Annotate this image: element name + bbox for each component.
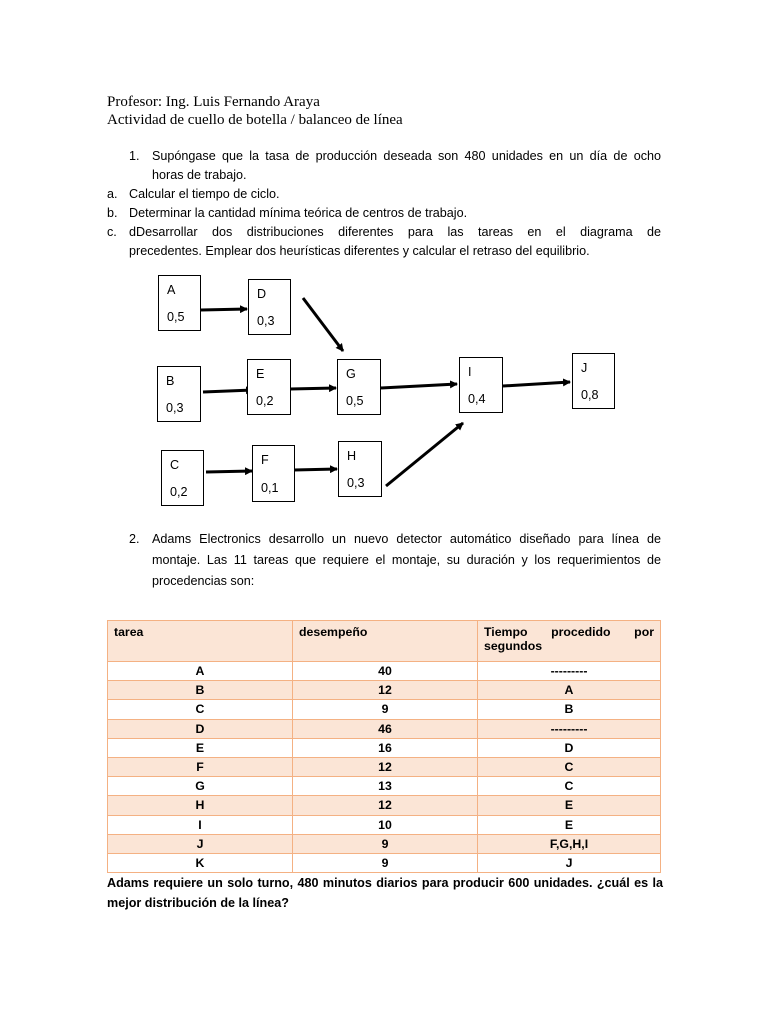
node-b-label: B [166,374,175,388]
node-i-label: I [468,365,472,379]
node-c-value: 0,2 [170,485,188,499]
cell-pred: A [478,681,661,700]
closing-line1: Adams requiere un solo turno, 480 minutos diarios para producir 600 unidades. ¿cuál es la [107,876,663,890]
node-b [157,366,201,422]
node-e-value: 0,2 [256,394,274,408]
table-row [108,796,661,815]
cell-task: F [108,757,293,776]
cell-task: H [108,796,293,815]
arrow-h-i [386,423,463,486]
cell-task: J [108,834,293,853]
node-g-value: 0,5 [346,394,364,408]
table-row [108,853,661,872]
arrow-f-h [294,469,337,470]
activity-title: Actividad de cuello de botella / balanceo de línea [107,112,403,128]
cell-task: E [108,738,293,757]
arrow-e-g [290,388,336,389]
node-a [158,275,201,331]
item-c-text-line2: precedentes. Emplear dos heurísticas diferentes y calcular el retraso del equilibrio. [129,244,590,258]
table-row [108,777,661,796]
cell-pred: C [478,757,661,776]
cell-time: 40 [293,662,478,681]
cell-pred: F,G,H,I [478,834,661,853]
cell-pred: --------- [478,662,661,681]
arrow-d-g [303,298,343,351]
node-f-value: 0,1 [261,481,279,495]
cell-pred: E [478,815,661,834]
node-h [338,441,382,497]
arrow-g-i [380,384,457,388]
cell-time: 12 [293,681,478,700]
node-a-label: A [167,283,176,297]
node-i-value: 0,4 [468,392,486,406]
node-c [161,450,204,506]
cell-pred: --------- [478,719,661,738]
arrow-i-j [503,382,570,386]
table-row [108,757,661,776]
node-c-label: C [170,458,180,472]
node-i [459,357,503,413]
question-2-text-line3: procedencias son: [152,574,255,588]
question-2-number: 2. [129,532,140,546]
node-f [252,445,295,502]
cell-task: I [108,815,293,834]
cell-time: 46 [293,719,478,738]
cell-task: A [108,662,293,681]
table-row [108,662,661,681]
node-d-value: 0,3 [257,314,275,328]
question-1-text-line1: Supóngase que la tasa de producción deseada son 480 unidades en un día de ocho [152,149,661,163]
table-row [108,700,661,719]
cell-time: 13 [293,777,478,796]
cell-time: 16 [293,738,478,757]
item-a-letter: a. [107,187,118,201]
arrow-a-d [201,309,247,310]
cell-time: 12 [293,796,478,815]
node-g-label: G [346,367,356,381]
cell-time: 9 [293,700,478,719]
table-row [108,815,661,834]
cell-task: D [108,719,293,738]
closing-line2: mejor distribución de la línea? [107,895,289,910]
node-d-label: D [257,287,267,301]
node-e [247,359,291,415]
node-f-label: F [261,453,269,467]
arrow-b-e [203,390,253,392]
node-j [572,353,615,409]
cell-task: G [108,777,293,796]
table-header-row [108,621,661,662]
cell-task: B [108,681,293,700]
table-row [108,834,661,853]
header-task: tarea [108,621,293,662]
table-row [108,738,661,757]
item-b-letter: b. [107,206,118,220]
cell-time: 9 [293,853,478,872]
item-c-letter: c. [107,225,117,239]
header-predecessors-line1: Tiempo procedido por [484,625,654,639]
item-c-text-line1: dDesarrollar dos distribuciones diferentes para las tareas en el diagrama de [129,225,661,239]
node-g [337,359,381,415]
question-1-number: 1. [129,149,140,163]
cell-pred: E [478,796,661,815]
cell-time: 10 [293,815,478,834]
cell-time: 12 [293,757,478,776]
header-predecessors [478,621,661,662]
closing-question [107,874,663,913]
header-time: desempeño [293,621,478,662]
arrow-c-f [206,471,252,472]
question-2-text-line2: montaje. Las 11 tareas que requiere el montaje, su duración y los requerimientos de [152,553,661,567]
item-a-text: Calcular el tiempo de ciclo. [129,187,280,201]
cell-pred: J [478,853,661,872]
node-b-value: 0,3 [166,401,184,415]
node-h-value: 0,3 [347,476,365,490]
cell-time: 9 [293,834,478,853]
node-d [248,279,291,335]
table-row [108,719,661,738]
cell-pred: C [478,777,661,796]
node-e-label: E [256,367,265,381]
task-table [107,620,661,873]
node-h-label: H [347,449,357,463]
header-predecessors-line2: segundos [484,639,543,653]
cell-pred: B [478,700,661,719]
professor-line: Profesor: Ing. Luis Fernando Araya [107,94,320,110]
table-row [108,681,661,700]
question-2-text-line1: Adams Electronics desarrollo un nuevo detector automático diseñado para línea de [152,532,661,546]
item-b-text: Determinar la cantidad mínima teórica de centros de trabajo. [129,206,468,220]
node-j-value: 0,8 [581,388,599,402]
cell-pred: D [478,738,661,757]
cell-task: K [108,853,293,872]
node-j-label: J [581,361,588,375]
cell-task: C [108,700,293,719]
question-1-text-line2: horas de trabajo. [152,168,247,182]
node-a-value: 0,5 [167,310,185,324]
